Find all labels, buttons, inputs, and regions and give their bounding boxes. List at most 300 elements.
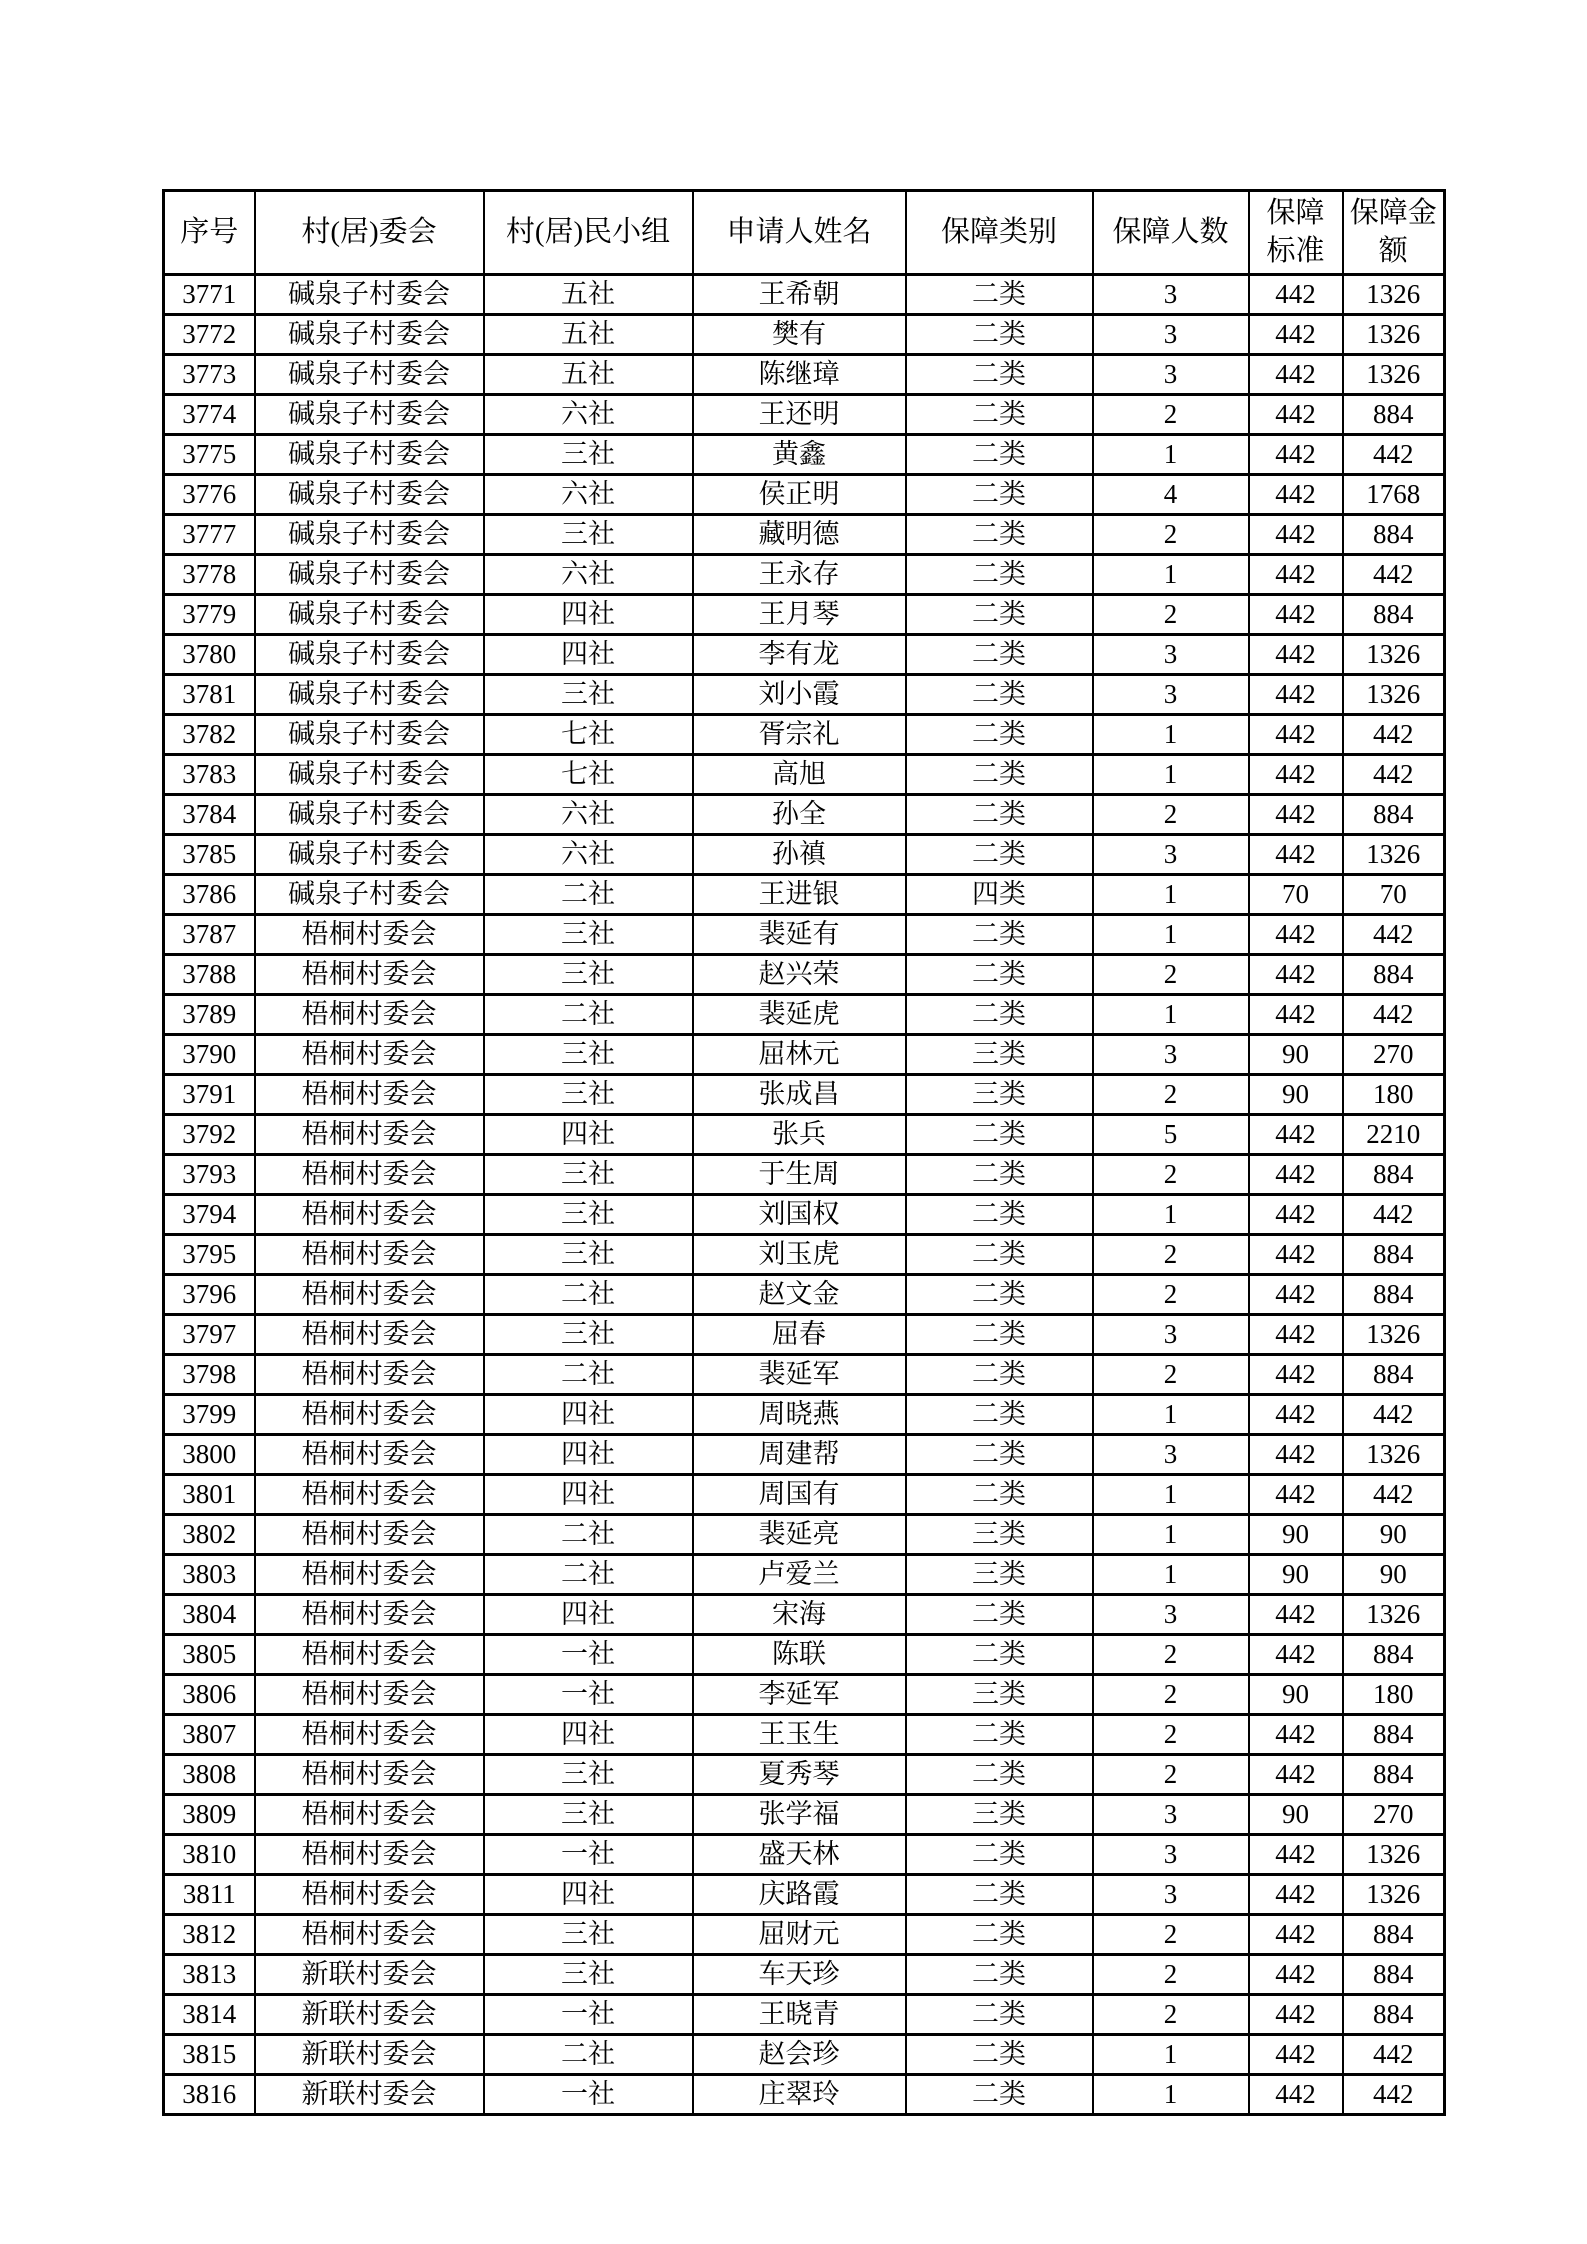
village-group-cell: 四社 (484, 1715, 693, 1755)
category-cell: 二类 (906, 1875, 1093, 1915)
amount-cell: 442 (1343, 1395, 1445, 1435)
standard-cell: 442 (1249, 955, 1343, 995)
standard-cell: 442 (1249, 1715, 1343, 1755)
applicant-name-cell: 屈财元 (693, 1915, 906, 1955)
category-cell: 二类 (906, 715, 1093, 755)
amount-cell: 1326 (1343, 1835, 1445, 1875)
person-count-cell: 3 (1093, 355, 1249, 395)
village-group-cell: 六社 (484, 395, 693, 435)
applicant-name-cell: 王希朝 (693, 275, 906, 315)
category-cell: 三类 (906, 1075, 1093, 1115)
serial-number-cell: 3779 (164, 595, 255, 635)
standard-cell: 442 (1249, 1995, 1343, 2035)
village-group-cell: 三社 (484, 1955, 693, 1995)
village-committee-cell: 梧桐村委会 (255, 1715, 484, 1755)
amount-cell: 1768 (1343, 475, 1445, 515)
applicant-name-cell: 裴延虎 (693, 995, 906, 1035)
serial-number-cell: 3793 (164, 1155, 255, 1195)
standard-cell: 442 (1249, 475, 1343, 515)
village-committee-cell: 碱泉子村委会 (255, 675, 484, 715)
person-count-cell: 3 (1093, 675, 1249, 715)
applicant-name-cell: 孙全 (693, 795, 906, 835)
amount-cell: 884 (1343, 1755, 1445, 1795)
standard-cell: 442 (1249, 1355, 1343, 1395)
amount-cell: 442 (1343, 755, 1445, 795)
standard-cell: 442 (1249, 1595, 1343, 1635)
village-committee-cell: 碱泉子村委会 (255, 555, 484, 595)
village-group-cell: 六社 (484, 555, 693, 595)
village-committee-cell: 碱泉子村委会 (255, 795, 484, 835)
amount-cell: 90 (1343, 1515, 1445, 1555)
village-committee-cell: 梧桐村委会 (255, 1115, 484, 1155)
village-group-cell: 三社 (484, 1035, 693, 1075)
category-cell: 二类 (906, 1755, 1093, 1795)
serial-number-cell: 3771 (164, 275, 255, 315)
standard-cell: 442 (1249, 395, 1343, 435)
village-committee-cell: 碱泉子村委会 (255, 315, 484, 355)
serial-number-cell: 3789 (164, 995, 255, 1035)
applicant-name-cell: 张兵 (693, 1115, 906, 1155)
table-row (164, 2035, 1445, 2075)
category-cell: 三类 (906, 1555, 1093, 1595)
serial-number-cell: 3781 (164, 675, 255, 715)
column-header-village-committee: 村(居)委会 (255, 191, 484, 275)
applicant-name-cell: 赵兴荣 (693, 955, 906, 995)
standard-cell: 70 (1249, 875, 1343, 915)
applicant-name-cell: 屈林元 (693, 1035, 906, 1075)
village-committee-cell: 梧桐村委会 (255, 1755, 484, 1795)
amount-cell: 1326 (1343, 355, 1445, 395)
village-committee-cell: 梧桐村委会 (255, 1355, 484, 1395)
benefits-table (162, 189, 1446, 2116)
table-row (164, 835, 1445, 875)
applicant-name-cell: 宋海 (693, 1595, 906, 1635)
category-cell: 三类 (906, 1675, 1093, 1715)
table-row (164, 1075, 1445, 1115)
serial-number-cell: 3806 (164, 1675, 255, 1715)
serial-number-cell: 3776 (164, 475, 255, 515)
serial-number-cell: 3777 (164, 515, 255, 555)
category-cell: 二类 (906, 1835, 1093, 1875)
village-group-cell: 三社 (484, 515, 693, 555)
serial-number-cell: 3772 (164, 315, 255, 355)
category-cell: 二类 (906, 1235, 1093, 1275)
person-count-cell: 2 (1093, 1995, 1249, 2035)
person-count-cell: 2 (1093, 595, 1249, 635)
table-row (164, 355, 1445, 395)
applicant-name-cell: 周国有 (693, 1475, 906, 1515)
standard-cell: 442 (1249, 1155, 1343, 1195)
amount-cell: 1326 (1343, 675, 1445, 715)
person-count-cell: 2 (1093, 515, 1249, 555)
serial-number-cell: 3812 (164, 1915, 255, 1955)
person-count-cell: 2 (1093, 1075, 1249, 1115)
village-committee-cell: 碱泉子村委会 (255, 835, 484, 875)
amount-cell: 1326 (1343, 635, 1445, 675)
table-row (164, 435, 1445, 475)
village-group-cell: 六社 (484, 795, 693, 835)
amount-cell: 442 (1343, 1195, 1445, 1235)
table-row (164, 515, 1445, 555)
serial-number-cell: 3807 (164, 1715, 255, 1755)
person-count-cell: 1 (1093, 995, 1249, 1035)
village-committee-cell: 梧桐村委会 (255, 1195, 484, 1235)
serial-number-cell: 3792 (164, 1115, 255, 1155)
serial-number-cell: 3800 (164, 1435, 255, 1475)
category-cell: 二类 (906, 555, 1093, 595)
serial-number-cell: 3808 (164, 1755, 255, 1795)
village-group-cell: 二社 (484, 1515, 693, 1555)
amount-cell: 442 (1343, 2035, 1445, 2075)
village-committee-cell: 梧桐村委会 (255, 1155, 484, 1195)
applicant-name-cell: 裴延有 (693, 915, 906, 955)
person-count-cell: 3 (1093, 1035, 1249, 1075)
applicant-name-cell: 王玉生 (693, 1715, 906, 1755)
village-group-cell: 三社 (484, 1315, 693, 1355)
village-committee-cell: 碱泉子村委会 (255, 875, 484, 915)
amount-cell: 884 (1343, 1155, 1445, 1195)
applicant-name-cell: 于生周 (693, 1155, 906, 1195)
person-count-cell: 5 (1093, 1115, 1249, 1155)
person-count-cell: 3 (1093, 275, 1249, 315)
table-row (164, 1275, 1445, 1315)
standard-cell: 442 (1249, 995, 1343, 1035)
village-group-cell: 三社 (484, 1195, 693, 1235)
standard-cell: 442 (1249, 1955, 1343, 1995)
village-committee-cell: 新联村委会 (255, 1955, 484, 1995)
village-committee-cell: 梧桐村委会 (255, 1675, 484, 1715)
amount-cell: 1326 (1343, 315, 1445, 355)
category-cell: 二类 (906, 515, 1093, 555)
village-group-cell: 二社 (484, 1555, 693, 1595)
person-count-cell: 3 (1093, 835, 1249, 875)
person-count-cell: 1 (1093, 1555, 1249, 1595)
village-group-cell: 五社 (484, 315, 693, 355)
category-cell: 二类 (906, 1315, 1093, 1355)
person-count-cell: 1 (1093, 875, 1249, 915)
serial-number-cell: 3782 (164, 715, 255, 755)
category-cell: 二类 (906, 635, 1093, 675)
standard-cell: 442 (1249, 715, 1343, 755)
village-committee-cell: 新联村委会 (255, 2035, 484, 2075)
category-cell: 二类 (906, 395, 1093, 435)
village-group-cell: 三社 (484, 955, 693, 995)
serial-number-cell: 3788 (164, 955, 255, 995)
table-row (164, 595, 1445, 635)
serial-number-cell: 3780 (164, 635, 255, 675)
serial-number-cell: 3814 (164, 1995, 255, 2035)
category-cell: 二类 (906, 1995, 1093, 2035)
village-group-cell: 二社 (484, 875, 693, 915)
village-group-cell: 七社 (484, 755, 693, 795)
column-header-village-group: 村(居)民小组 (484, 191, 693, 275)
table-row (164, 1475, 1445, 1515)
category-cell: 二类 (906, 2035, 1093, 2075)
category-cell: 三类 (906, 1795, 1093, 1835)
village-committee-cell: 碱泉子村委会 (255, 275, 484, 315)
village-group-cell: 三社 (484, 1915, 693, 1955)
village-committee-cell: 碱泉子村委会 (255, 755, 484, 795)
table-row (164, 955, 1445, 995)
village-group-cell: 六社 (484, 475, 693, 515)
person-count-cell: 2 (1093, 1235, 1249, 1275)
serial-number-cell: 3810 (164, 1835, 255, 1875)
table-row (164, 1955, 1445, 1995)
applicant-name-cell: 裴延亮 (693, 1515, 906, 1555)
person-count-cell: 1 (1093, 555, 1249, 595)
amount-cell: 442 (1343, 1475, 1445, 1515)
table-row (164, 1715, 1445, 1755)
standard-cell: 90 (1249, 1035, 1343, 1075)
village-committee-cell: 梧桐村委会 (255, 1515, 484, 1555)
column-header-standard: 保障标准 (1249, 191, 1343, 275)
standard-cell: 442 (1249, 1395, 1343, 1435)
applicant-name-cell: 盛天林 (693, 1835, 906, 1875)
category-cell: 二类 (906, 1195, 1093, 1235)
applicant-name-cell: 李延军 (693, 1675, 906, 1715)
village-committee-cell: 碱泉子村委会 (255, 475, 484, 515)
serial-number-cell: 3813 (164, 1955, 255, 1995)
person-count-cell: 2 (1093, 1355, 1249, 1395)
amount-cell: 442 (1343, 2075, 1445, 2115)
amount-cell: 884 (1343, 955, 1445, 995)
person-count-cell: 1 (1093, 1195, 1249, 1235)
amount-cell: 884 (1343, 1355, 1445, 1395)
category-cell: 二类 (906, 1115, 1093, 1155)
village-group-cell: 五社 (484, 355, 693, 395)
standard-cell: 442 (1249, 1435, 1343, 1475)
village-committee-cell: 碱泉子村委会 (255, 395, 484, 435)
table-row (164, 1515, 1445, 1555)
standard-cell: 442 (1249, 555, 1343, 595)
standard-cell: 442 (1249, 795, 1343, 835)
amount-cell: 884 (1343, 1995, 1445, 2035)
standard-cell: 442 (1249, 1915, 1343, 1955)
village-group-cell: 三社 (484, 915, 693, 955)
standard-cell: 442 (1249, 1755, 1343, 1795)
person-count-cell: 2 (1093, 1675, 1249, 1715)
village-committee-cell: 梧桐村委会 (255, 915, 484, 955)
category-cell: 二类 (906, 1595, 1093, 1635)
applicant-name-cell: 张学福 (693, 1795, 906, 1835)
category-cell: 二类 (906, 275, 1093, 315)
column-header-category: 保障类别 (906, 191, 1093, 275)
table-row (164, 2075, 1445, 2115)
person-count-cell: 3 (1093, 315, 1249, 355)
standard-cell: 90 (1249, 1675, 1343, 1715)
serial-number-cell: 3816 (164, 2075, 255, 2115)
amount-cell: 442 (1343, 555, 1445, 595)
person-count-cell: 3 (1093, 1315, 1249, 1355)
person-count-cell: 1 (1093, 1475, 1249, 1515)
standard-cell: 442 (1249, 1275, 1343, 1315)
person-count-cell: 4 (1093, 475, 1249, 515)
village-committee-cell: 梧桐村委会 (255, 1875, 484, 1915)
applicant-name-cell: 裴延军 (693, 1355, 906, 1395)
table-row (164, 635, 1445, 675)
applicant-name-cell: 庆路霞 (693, 1875, 906, 1915)
person-count-cell: 1 (1093, 1395, 1249, 1435)
person-count-cell: 1 (1093, 755, 1249, 795)
person-count-cell: 1 (1093, 915, 1249, 955)
amount-cell: 884 (1343, 1635, 1445, 1675)
applicant-name-cell: 夏秀琴 (693, 1755, 906, 1795)
standard-cell: 442 (1249, 675, 1343, 715)
table-row (164, 1555, 1445, 1595)
person-count-cell: 1 (1093, 435, 1249, 475)
applicant-name-cell: 刘玉虎 (693, 1235, 906, 1275)
village-committee-cell: 梧桐村委会 (255, 1475, 484, 1515)
standard-cell: 442 (1249, 755, 1343, 795)
village-group-cell: 三社 (484, 1235, 693, 1275)
applicant-name-cell: 刘国权 (693, 1195, 906, 1235)
category-cell: 二类 (906, 955, 1093, 995)
category-cell: 二类 (906, 1715, 1093, 1755)
standard-cell: 442 (1249, 1875, 1343, 1915)
table-row (164, 475, 1445, 515)
serial-number-cell: 3775 (164, 435, 255, 475)
table-row (164, 1795, 1445, 1835)
table-row (164, 1395, 1445, 1435)
category-cell: 二类 (906, 315, 1093, 355)
person-count-cell: 2 (1093, 1955, 1249, 1995)
amount-cell: 180 (1343, 1075, 1445, 1115)
person-count-cell: 1 (1093, 2035, 1249, 2075)
category-cell: 二类 (906, 995, 1093, 1035)
person-count-cell: 1 (1093, 2075, 1249, 2115)
amount-cell: 1326 (1343, 835, 1445, 875)
table-row (164, 275, 1445, 315)
person-count-cell: 2 (1093, 955, 1249, 995)
applicant-name-cell: 藏明德 (693, 515, 906, 555)
applicant-name-cell: 侯正明 (693, 475, 906, 515)
serial-number-cell: 3815 (164, 2035, 255, 2075)
category-cell: 二类 (906, 2075, 1093, 2115)
person-count-cell: 2 (1093, 1755, 1249, 1795)
applicant-name-cell: 王永存 (693, 555, 906, 595)
applicant-name-cell: 王月琴 (693, 595, 906, 635)
village-group-cell: 七社 (484, 715, 693, 755)
applicant-name-cell: 黄鑫 (693, 435, 906, 475)
applicant-name-cell: 王进银 (693, 875, 906, 915)
applicant-name-cell: 周晓燕 (693, 1395, 906, 1435)
table-row (164, 1315, 1445, 1355)
standard-cell: 442 (1249, 2035, 1343, 2075)
serial-number-cell: 3784 (164, 795, 255, 835)
standard-cell: 442 (1249, 435, 1343, 475)
standard-cell: 442 (1249, 275, 1343, 315)
table-row (164, 1635, 1445, 1675)
amount-cell: 442 (1343, 715, 1445, 755)
header-row (164, 191, 1445, 275)
person-count-cell: 3 (1093, 1875, 1249, 1915)
category-cell: 二类 (906, 675, 1093, 715)
applicant-name-cell: 刘小霞 (693, 675, 906, 715)
table-row (164, 915, 1445, 955)
village-committee-cell: 梧桐村委会 (255, 1075, 484, 1115)
category-cell: 二类 (906, 1395, 1093, 1435)
person-count-cell: 2 (1093, 795, 1249, 835)
standard-cell: 442 (1249, 1475, 1343, 1515)
amount-cell: 442 (1343, 435, 1445, 475)
serial-number-cell: 3798 (164, 1355, 255, 1395)
category-cell: 二类 (906, 355, 1093, 395)
category-cell: 二类 (906, 1955, 1093, 1995)
village-group-cell: 四社 (484, 595, 693, 635)
serial-number-cell: 3795 (164, 1235, 255, 1275)
standard-cell: 442 (1249, 515, 1343, 555)
village-group-cell: 六社 (484, 835, 693, 875)
village-group-cell: 一社 (484, 1635, 693, 1675)
person-count-cell: 3 (1093, 1595, 1249, 1635)
village-group-cell: 一社 (484, 1835, 693, 1875)
serial-number-cell: 3783 (164, 755, 255, 795)
amount-cell: 70 (1343, 875, 1445, 915)
table-row (164, 1875, 1445, 1915)
village-group-cell: 四社 (484, 1595, 693, 1635)
village-group-cell: 四社 (484, 1435, 693, 1475)
serial-number-cell: 3791 (164, 1075, 255, 1115)
amount-cell: 1326 (1343, 1595, 1445, 1635)
serial-number-cell: 3778 (164, 555, 255, 595)
village-group-cell: 三社 (484, 1155, 693, 1195)
table-row (164, 755, 1445, 795)
standard-cell: 442 (1249, 1235, 1343, 1275)
amount-cell: 1326 (1343, 1435, 1445, 1475)
village-group-cell: 二社 (484, 1275, 693, 1315)
table-row (164, 1155, 1445, 1195)
applicant-name-cell: 周建帮 (693, 1435, 906, 1475)
standard-cell: 442 (1249, 1315, 1343, 1355)
amount-cell: 884 (1343, 1915, 1445, 1955)
village-group-cell: 三社 (484, 435, 693, 475)
category-cell: 二类 (906, 1475, 1093, 1515)
serial-number-cell: 3799 (164, 1395, 255, 1435)
table-row (164, 875, 1445, 915)
village-group-cell: 二社 (484, 995, 693, 1035)
category-cell: 二类 (906, 915, 1093, 955)
serial-number-cell: 3803 (164, 1555, 255, 1595)
amount-cell: 884 (1343, 395, 1445, 435)
category-cell: 二类 (906, 1355, 1093, 1395)
applicant-name-cell: 张成昌 (693, 1075, 906, 1115)
table-header (164, 191, 1445, 275)
serial-number-cell: 3809 (164, 1795, 255, 1835)
category-cell: 二类 (906, 595, 1093, 635)
category-cell: 二类 (906, 755, 1093, 795)
serial-number-cell: 3796 (164, 1275, 255, 1315)
standard-cell: 442 (1249, 1195, 1343, 1235)
category-cell: 二类 (906, 1155, 1093, 1195)
standard-cell: 90 (1249, 1795, 1343, 1835)
village-group-cell: 三社 (484, 675, 693, 715)
category-cell: 二类 (906, 1915, 1093, 1955)
applicant-name-cell: 卢爱兰 (693, 1555, 906, 1595)
village-committee-cell: 梧桐村委会 (255, 1595, 484, 1635)
village-committee-cell: 梧桐村委会 (255, 1555, 484, 1595)
table-row (164, 1675, 1445, 1715)
standard-cell: 442 (1249, 595, 1343, 635)
standard-cell: 442 (1249, 355, 1343, 395)
applicant-name-cell: 孙禛 (693, 835, 906, 875)
person-count-cell: 2 (1093, 1635, 1249, 1675)
village-committee-cell: 新联村委会 (255, 1995, 484, 2035)
table-row (164, 795, 1445, 835)
standard-cell: 442 (1249, 635, 1343, 675)
village-committee-cell: 梧桐村委会 (255, 1795, 484, 1835)
village-group-cell: 四社 (484, 1475, 693, 1515)
person-count-cell: 1 (1093, 715, 1249, 755)
